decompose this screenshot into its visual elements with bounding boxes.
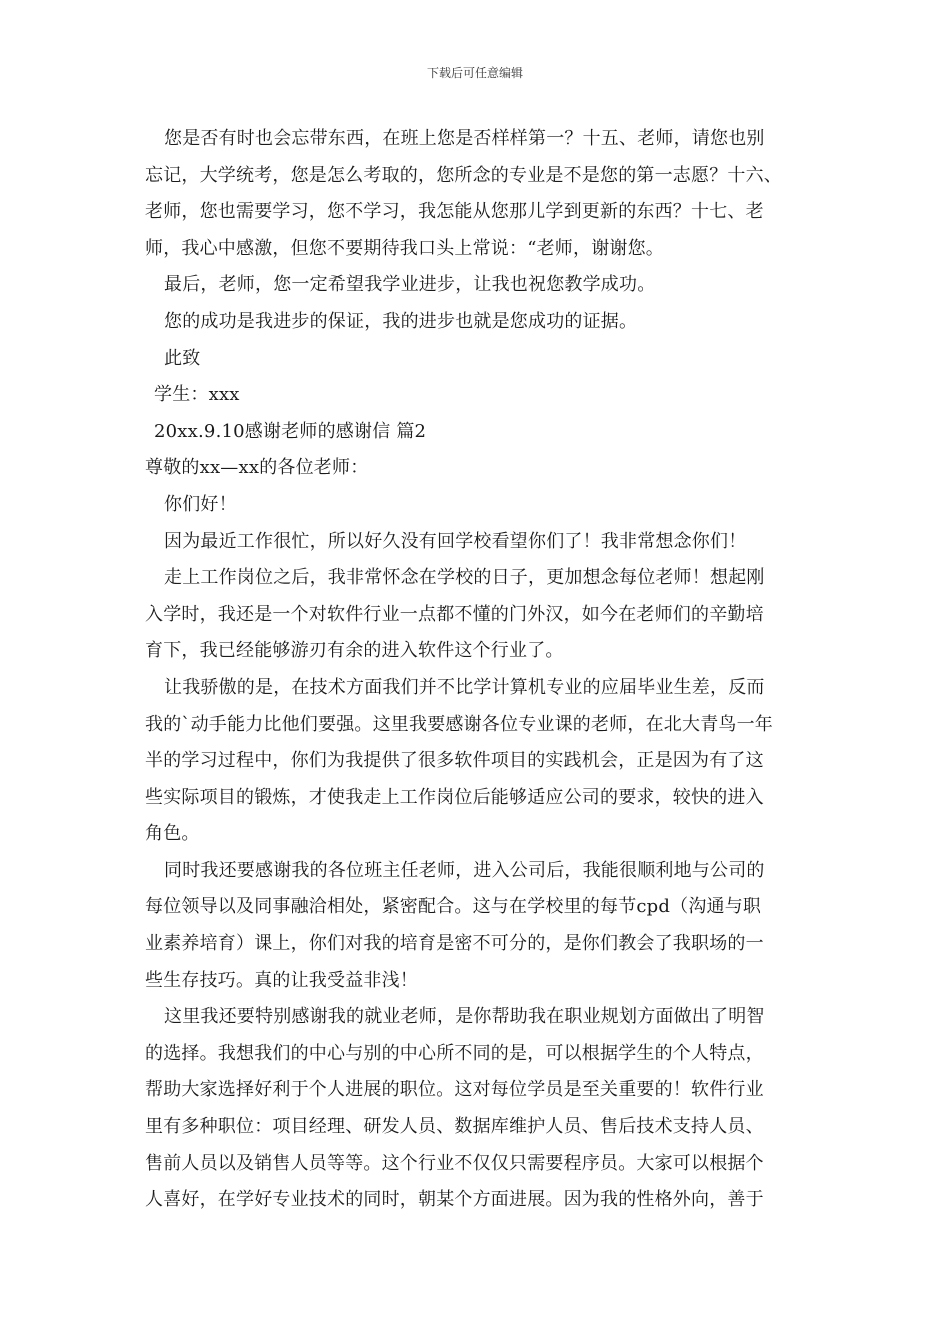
paragraph-2: 最后，老师，您一定希望我学业进步，让我也祝您教学成功。	[164, 274, 656, 296]
line: 帮助大家选择好利于个人进展的职位。这对每位学员是至关重要的！软件行业	[145, 1079, 764, 1101]
line: 我的`动手能力比他们要强。这里我要感谢各位专业课的老师，在北大青鸟一年	[145, 713, 773, 735]
line: 里有多种职位：项目经理、研发人员、数据库维护人员、售后技术支持人员、	[145, 1116, 764, 1138]
greeting: 尊敬的xx—xx的各位老师：	[145, 457, 369, 479]
paragraph-miss	[145, 560, 810, 670]
paragraph-busy: 因为最近工作很忙，所以好久没有回学校看望你们了！我非常想念你们！	[164, 530, 747, 552]
line: 半的学习过程中，你们为我提供了很多软件项目的实践机会，正是因为有了这	[145, 750, 764, 772]
page-header: 下载后可任意编辑	[426, 66, 523, 80]
line: 这里我还要特别感谢我的就业老师，是你帮助我在职业规划方面做出了明智	[164, 1006, 765, 1028]
paragraph-headteacher	[145, 853, 810, 999]
line: 角色。	[145, 823, 200, 845]
date-and-title: 20xx.9.10感谢老师的感谢信 篇2	[154, 420, 427, 442]
line: 您是否有时也会忘带东西，在班上您是否样样第一？十五、老师，请您也别	[164, 128, 765, 149]
line: 育下，我已经能够游刃有余的进入软件这个行业了。	[145, 640, 564, 662]
line: 师，我心中感激，但您不要期待我口头上常说：“老师，谢谢您。	[145, 237, 664, 259]
line: 让我骄傲的是，在技术方面我们并不比学计算机专业的应届毕业生差，反而	[164, 676, 765, 698]
line: 忘记，大学统考，您是怎么考取的，您所念的专业是不是您的第一志愿？十六、	[145, 164, 782, 186]
line: 的选择。我想我们的中心与别的中心所不同的是，可以根据学生的个人特点，	[145, 1042, 764, 1064]
line: 同时我还要感谢我的各位班主任老师，进入公司后，我能很顺利地与公司的	[164, 859, 765, 881]
line: 人喜好，在学好专业技术的同时，朝某个方面进展。因为我的性格外向，善于	[145, 1189, 764, 1211]
paragraph-3: 您的成功是我进步的保证，我的进步也就是您成功的证据。	[164, 310, 638, 332]
line: 售前人员以及销售人员等等。这个行业不仅仅只需要程序员。大家可以根据个	[145, 1152, 764, 1174]
line: 老师，您也需要学习，您不学习，我怎能从您那儿学到更新的东西？十七、老	[145, 201, 764, 223]
line: 走上工作岗位之后，我非常怀念在学校的日子，更加想念每位老师！想起刚	[164, 567, 765, 589]
line: 每位领导以及同事融洽相处，紧密配合。这与在学校里的每节cpd（沟通与职	[145, 896, 762, 918]
line: 些实际项目的锻炼，才使我走上工作岗位后能够适应公司的要求，较快的进入	[145, 786, 764, 808]
line: 些生存技巧。真的让我受益非浅！	[145, 969, 418, 991]
paragraph-hello: 你们好！	[164, 493, 237, 515]
document-body	[145, 121, 810, 1219]
signature: 学生：xxx	[154, 384, 240, 406]
paragraph-proud	[145, 670, 810, 853]
line: 业素养培育）课上，你们对我的培育是密不可分的，是你们教会了我职场的一	[145, 933, 764, 955]
closing-salutation: 此致	[164, 347, 201, 369]
paragraph-career	[145, 999, 810, 1219]
paragraph-1	[145, 121, 810, 267]
line: 入学时，我还是一个对软件行业一点都不懂的门外汉，如今在老师们的辛勤培	[145, 603, 764, 625]
